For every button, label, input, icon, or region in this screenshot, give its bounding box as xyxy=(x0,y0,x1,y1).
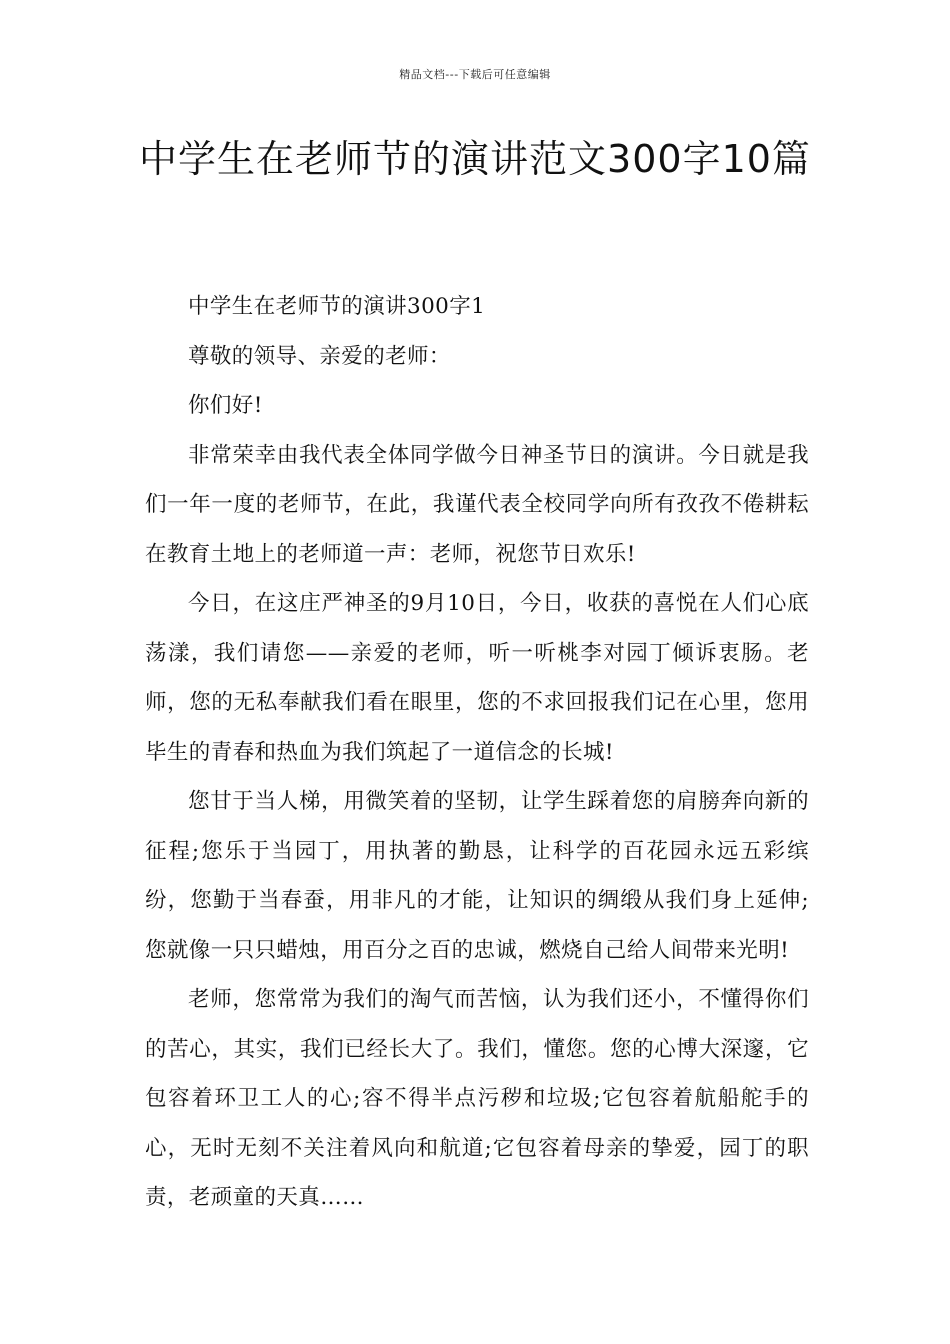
document-title: 中学生在老师节的演讲范文300字10篇 xyxy=(139,137,811,181)
document-body xyxy=(145,282,809,1223)
page-header: 精品文档---下载后可任意编辑 xyxy=(399,68,551,81)
paragraph-greeting: 你们好! xyxy=(188,393,263,418)
paragraph: 非常荣幸由我代表全体同学做今日神圣节日的演讲。今日就是我们一年一度的老师节，在此，我谨代表全校同学向所有孜孜不倦耕耘在教育土地上的老师道一声：老师，祝您节日欢乐! xyxy=(145,442,809,567)
paragraph: 您甘于当人梯，用微笑着的坚韧，让学生踩着您的肩膀奔向新的征程;您乐于当园丁，用执著的勤恳，让科学的百花园永远五彩缤纷，您勤于当春蚕，用非凡的才能，让知识的绸缎从我们身上延伸;您就像一只只蜡烛，用百分之百的忠诚，燃烧自己给人间带来光明! xyxy=(145,789,809,963)
paragraph: 老师，您常常为我们的淘气而苦恼，认为我们还小，不懂得你们的苦心，其实，我们已经长大了。我们，懂您。您的心博大深邃，它包容着环卫工人的心;容不得半点污秽和垃圾;它包容着航船舵手的心，无时无刻不关注着风向和航道;它包容着母亲的挚爱，园丁的职责，老顽童的天真…… xyxy=(145,987,809,1210)
paragraph-subtitle: 中学生在老师节的演讲300字1 xyxy=(188,294,486,319)
paragraph: 今日，在这庄严神圣的9月10日，今日，收获的喜悦在人们心底荡漾，我们请您——亲爱的老师，听一听桃李对园丁倾诉衷肠。老师，您的无私奉献我们看在眼里，您的不求回报我们记在心里，您用毕生的青春和热血为我们筑起了一道信念的长城! xyxy=(145,591,809,765)
paragraph-salutation: 尊敬的领导、亲爱的老师： xyxy=(188,343,451,369)
